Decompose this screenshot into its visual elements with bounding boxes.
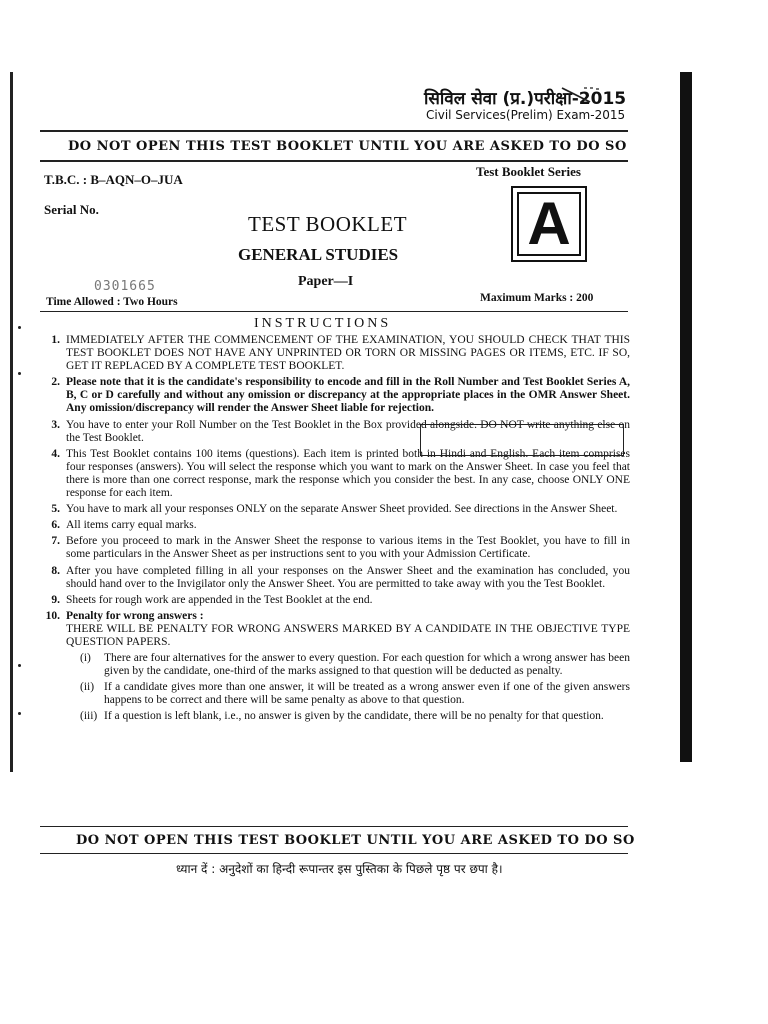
instruction-number: 4. — [51, 447, 60, 460]
instruction-item — [38, 519, 630, 532]
instruction-text: IMMEDIATELY AFTER THE COMMENCEMENT OF THE EXAMINATION, YOU SHOULD CHECK THAT THIS TEST BOOKLET DOES NOT HAVE ANY UNPRINTED OR TORN OR MISSING PAGES OR ITEMS, ETC. IF SO, GET IT REPLACED BY A COMPLETE TEST BOOKLET. — [66, 334, 630, 373]
hindi-note: ध्यान दें : अनुदेशों का हिन्दी रूपान्तर इस पुस्तिका के पिछले पृष्ठ पर छपा है। — [176, 862, 503, 876]
instruction-text: After you have completed filling in all your responses on the Answer Sheet and the examination has concluded, you should hand over to the Invigilator only the Answer Sheet. You are permitted to take away with you the Test Booklet. — [66, 564, 630, 590]
instruction-item — [38, 565, 630, 591]
divider — [40, 160, 628, 162]
instruction-item — [38, 503, 630, 516]
page-right-edge — [680, 72, 692, 762]
instruction-text: Please note that it is the candidate's responsibility to encode and fill in the Roll Number and Test Booklet Series A, B, C or D carefully and without any omission or discrepancy at the appropriate places in the OMR Answer Sheet. Any omission/discrepancy will render the Answer Sheet liable for rejection. — [66, 376, 630, 415]
serial-number: 0301665 — [94, 279, 156, 294]
subitem-text: There are four alternatives for the answer to every question. For each question for which a wrong answer has been given by the candidate, one-third of the marks assigned to that question will be deducted as penalty. — [104, 652, 630, 678]
scan-mark — [18, 712, 21, 715]
penalty-subitem — [80, 710, 630, 723]
scan-mark — [18, 664, 21, 667]
instruction-text: You have to enter your Roll Number on the Test Booklet in the Box provided alongside. DO NOT write anything else on the Test Booklet. — [66, 418, 630, 444]
subitem-number: (i) — [80, 652, 91, 665]
series-box — [511, 186, 587, 262]
subitem-text: If a candidate gives more than one answer, it will be treated as a wrong answer even if one of the given answers happens to be correct and there will be same penalty as above to that question. — [104, 681, 630, 707]
roll-number-box[interactable] — [420, 424, 624, 456]
divider — [40, 311, 628, 312]
divider — [40, 130, 628, 132]
scan-mark — [18, 372, 21, 375]
instruction-item — [38, 594, 630, 607]
instruction-text: Sheets for rough work are appended in the Test Booklet at the end. — [66, 593, 373, 606]
subject-title: GENERAL STUDIES — [238, 245, 399, 264]
warning-top: DO NOT OPEN THIS TEST BOOKLET UNTIL YOU ARE ASKED TO DO SO — [68, 139, 627, 154]
instructions-list — [38, 334, 630, 727]
instruction-item — [38, 334, 630, 373]
warning-bottom: DO NOT OPEN THIS TEST BOOKLET UNTIL YOU ARE ASKED TO DO SO — [76, 833, 635, 848]
instruction-number: 10. — [45, 609, 60, 622]
penalty-title: Penalty for wrong answers : — [66, 609, 204, 622]
instruction-number: 3. — [51, 418, 60, 431]
page-left-edge — [10, 72, 13, 772]
instruction-number: 9. — [51, 593, 60, 606]
instruction-item — [38, 535, 630, 561]
instruction-number: 6. — [51, 519, 60, 532]
instruction-text: Before you proceed to mark in the Answer Sheet the response to various items in the Test Booklet, you have to fill in some particulars in the Answer Sheet as per instructions sent to you with your Admission Certificate. — [66, 535, 630, 561]
divider — [40, 853, 628, 854]
booklet-title: TEST BOOKLET — [248, 212, 408, 236]
instruction-text: This Test Booklet contains 100 items (questions). Each item is printed both in Hindi and English. Each item comprises four responses (answers). You will select the response which you want to mark on the Answer Sheet. In case you feel that there is more than one correct response, mark the response which you consider the best. In any case, choose ONLY ONE response for each item. — [66, 447, 630, 500]
penalty-subitem — [80, 652, 630, 678]
instruction-text: You have to mark all your responses ONLY on the separate Answer Sheet provided. See directions in the Answer Sheet. — [66, 503, 618, 516]
instruction-number: 8. — [51, 564, 60, 577]
instruction-number: 7. — [51, 535, 60, 548]
instruction-number: 2. — [51, 376, 60, 389]
tbc-code: T.B.C. : B–AQN–O–JUA — [44, 172, 183, 187]
subitem-text: If a question is left blank, i.e., no answer is given by the candidate, there will be no penalty for that question. — [104, 710, 604, 723]
instruction-item — [38, 610, 630, 649]
paper-title: Paper—I — [298, 274, 354, 289]
max-marks: Maximum Marks : 200 — [480, 292, 594, 304]
instruction-number: 1. — [51, 334, 60, 346]
instructions-heading: INSTRUCTIONS — [254, 316, 392, 331]
subitem-number: (ii) — [80, 681, 95, 694]
subitem-number: (iii) — [80, 710, 98, 723]
instruction-text: All items carry equal marks. — [66, 519, 197, 532]
series-letter: A — [517, 192, 581, 256]
scan-mark — [18, 326, 21, 329]
instruction-item — [38, 376, 630, 415]
penalty-subitem — [80, 681, 630, 707]
series-label: Test Booklet Series — [476, 164, 581, 179]
exam-title-hindi: सिविल सेवा (प्र.)परीक्षा-2015 — [424, 89, 627, 109]
instruction-body — [66, 610, 630, 649]
exam-title-english: Civil Services(Prelim) Exam-2015 — [426, 108, 626, 122]
serial-label: Serial No. — [44, 202, 99, 217]
divider — [40, 826, 628, 827]
instruction-number: 5. — [51, 503, 60, 516]
penalty-text: THERE WILL BE PENALTY FOR WRONG ANSWERS MARKED BY A CANDIDATE IN THE OBJECTIVE TYPE QUESTION PAPERS. — [66, 622, 630, 648]
time-allowed: Time Allowed : Two Hours — [46, 296, 178, 308]
pen-mark-icon — [560, 84, 604, 106]
